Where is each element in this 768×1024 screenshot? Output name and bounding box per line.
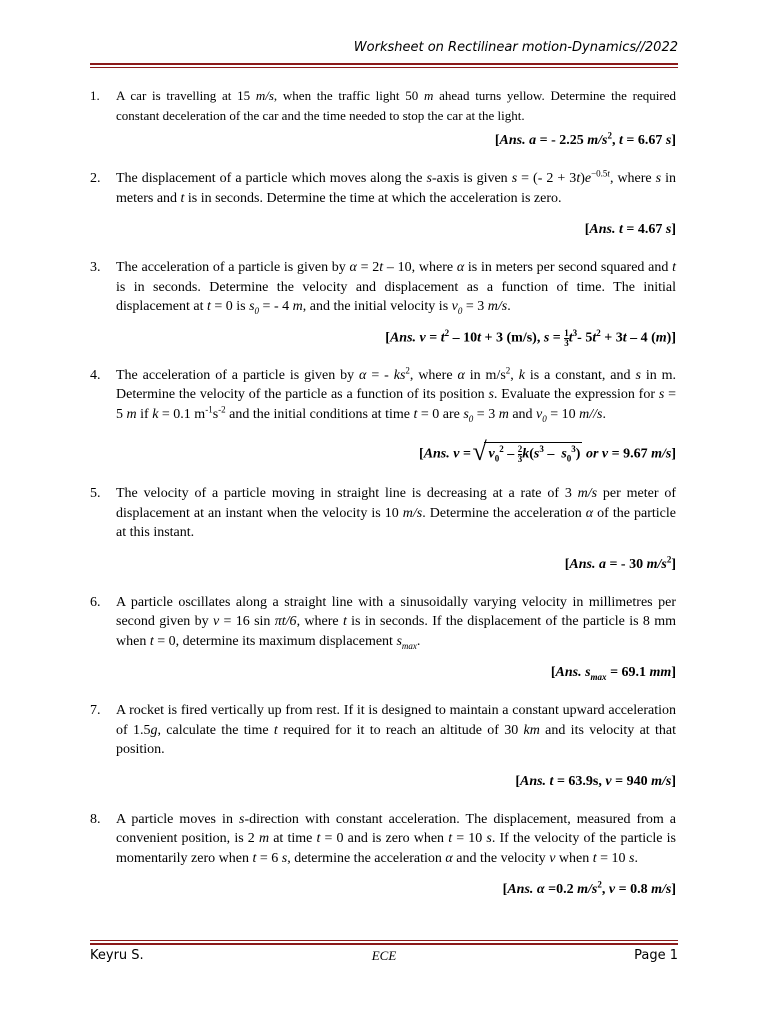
question-number: 6. — [90, 594, 101, 610]
footer-department: ECE — [371, 948, 397, 963]
page-header: Worksheet on Rectilinear motion-Dynamics//2022 — [353, 40, 678, 55]
question-number: 1. — [90, 88, 100, 103]
header-rule-thin — [90, 67, 678, 68]
answer-7: [Ans. t = 63.9s, v = 940 m/s] — [515, 773, 676, 789]
question-3: 3. The acceleration of a particle is given by α = 2t – 10, where α is in meters per second squared and t is in seconds. Determine the velocity and displacement as a function of time. The initial displacement at t = 0 is $s_0$ = - 4 m, and the initial velocity is $v_0 = 3$ m/s. — [90, 260, 676, 316]
question-number: 8. — [90, 811, 101, 827]
question-7: 7. A rocket is fired vertically up from rest. If it is designed to maintain a constant upward acceleration of 1.5g, calculate the time t required for it to reach an altitude of 30 km and its velocity at that position. — [90, 703, 676, 757]
question-number: 7. — [90, 703, 101, 718]
question-5: 5. The velocity of a particle moving in straight line is decreasing at a rate of 3 m/s per meter of displacement at an instant when the velocity is 10 m/s. Determine the acceleration α of the particle at this instant. — [90, 486, 676, 540]
answer-4: [Ans. v = √ $v_0^2$ – $\frac{2}{3}$ $k(s^3 - s_0^3)$ or v = 9.67 m/s] — [90, 442, 676, 464]
answer-8: [Ans. α =0.2 $m/s^2$, v = 0.8 m/s] — [502, 879, 676, 897]
answer-6: [Ans. $s_{max} = 69.1$ mm] — [550, 665, 676, 682]
answer-1: [Ans. a = - 2.25 $m/s^2$, t = 6.67 s] — [494, 130, 676, 148]
footer-page-number: Page 1 — [634, 948, 678, 963]
question-8: 8. A particle moves in s-direction with constant acceleration. The displacement, measured from a convenient position, is 2 m at time t = 0 and is zero when t = 10 s. If the velocity of the particle is momentarily zero when t = 6 s, determine the acceleration α and the velocity v when t = 10 s. — [90, 811, 676, 866]
answer-5: [Ans. a = - 30 $m/s^2$] — [564, 553, 676, 572]
footer-author: Keyru S. — [90, 948, 144, 963]
answer-2: [Ans. t = 4.67 s] — [584, 222, 676, 237]
footer-rule — [90, 943, 678, 945]
footer-rule-thin — [90, 940, 678, 941]
question-number: 4. — [90, 367, 101, 383]
question-number: 2. — [90, 171, 101, 186]
header-rule — [90, 63, 678, 65]
question-2: 2. The displacement of a particle which moves along the s-axis is given s = (- $2 + 3t)e^{-0.5t}$, where s in meters and t is in seconds. Determine the time at which the acceleration is zero. — [90, 168, 677, 206]
question-number: 5. — [90, 486, 101, 501]
answer-3: [Ans. $v = t^2 - 10t + 3$ (m/s), s = $\frac{1}{3}$ $t^3-$ $5t^2 + 3t - 4$ (m)] — [385, 327, 676, 348]
question-number: 3. — [90, 260, 101, 275]
question-list — [90, 86, 676, 898]
question-4: 4. The acceleration of a particle is given by α = - $ks^2$, where α in $m/s^2$, k is a constant, and s in m. Determine the velocity of the particle as a function of its position s. Evaluate the expression for s = 5 m if k = 0.1 $m^{-1}s^{-2}$ and the initial conditions at time t = 0 are $s_0 = 3$ m and $v_0 = 10$ m//s. — [90, 364, 677, 424]
question-6: 6. A particle oscillates along a straight line with a sinusoidally varying velocity in millimetres per second given by v = 16 sin πt/6, where t is in seconds. If the displacement of the particle is 8 mm when t = 0, determine its maximum displacement $s_{max}$. — [90, 594, 677, 651]
question-1: 1. A car is travelling at 15 m/s, when the traffic light 50 m ahead turns yellow. Determine the required constant deceleration of the car and the time needed to stop the car at the light. — [90, 88, 676, 123]
